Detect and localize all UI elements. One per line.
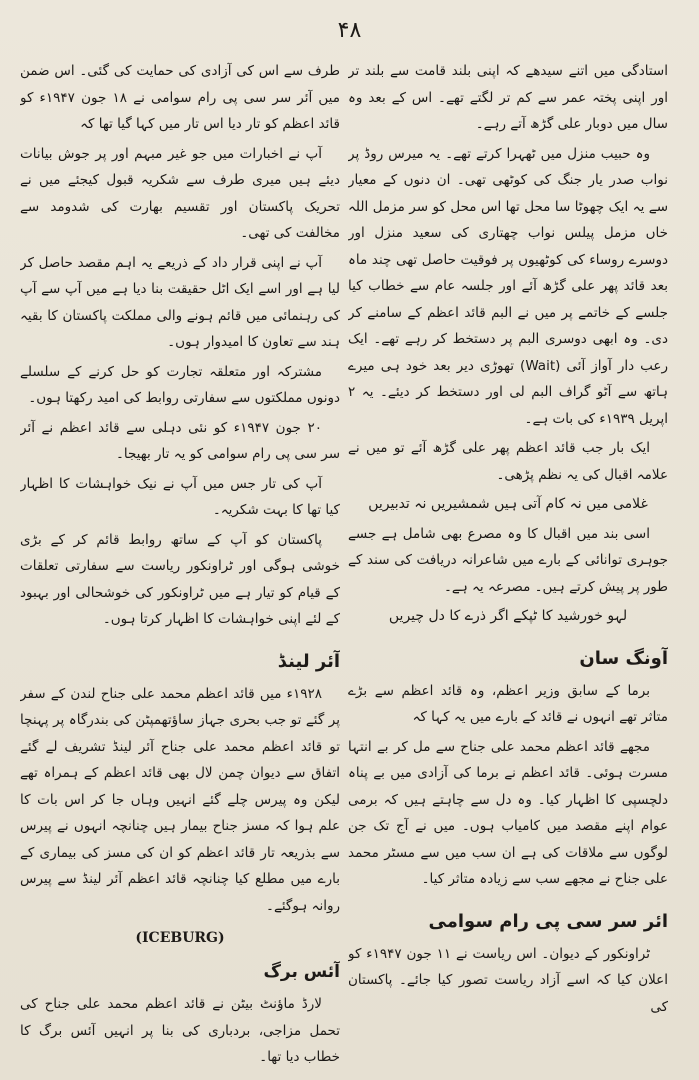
verse-line: لہو خورشید کا ٹپکے اگر ذرے کا دل چیریں [388, 608, 628, 624]
section-heading-cp-ramaswami: ائر سر سی پی رام سوامی [428, 910, 668, 932]
paragraph: اسی بند میں اقبال کا وہ مصرع بھی شامل ہے جسے جوہری توانائی کے بارے میں شاعرانہ دریافت کی سند کے طور پر پیش کرتے ہیں۔ مصرعہ یہ ہے۔ [348, 525, 668, 595]
paragraph: آپ نے اخبارات میں جو غیر مبہم اور پر جوش بیانات دیئے ہیں میری طرف سے شکریہ قبول کیجئے میں نے تحریک پاکستان اور تقسیم بھارت کی شدومد سے مخالفت کی تھی۔ [20, 145, 340, 241]
paragraph: مشترکہ اور متعلقہ تجارت کو حل کرنے کے سلسلے دونوں مملکتوں سے سفارتی روابط کی امید رکھتا ہوں۔ [20, 363, 340, 406]
paragraph: طرف سے اس کی آزادی کی حمایت کی گئی۔ اس ضمن میں آئر سر سی پی رام سوامی نے ۱۸ جون ۱۹۴۷ء کو قائد اعظم کو تار دیا اس تار میں کہا گیا تھا کہ [20, 63, 340, 132]
paragraph: لارڈ ماؤنٹ بیٹن نے قائد اعظم محمد علی جناح کی تحمل مزاجی، بردباری کی بنا پر انہیں آئس برگ کا خطاب دیا تھا۔ [20, 996, 340, 1065]
page-number: ۴۸ [337, 18, 362, 43]
section-heading-iceberg-en: (ICEBURG) [135, 930, 225, 946]
paragraph: استادگی میں اتنے سیدھے کہ اپنی بلند قامت سے بلند تر اور اپنی پختہ عمر سے کم تر لگتے تھے۔ اس کے بعد وہ سال میں دوبار علی گڑھ آتے رہے۔ [348, 63, 668, 132]
paragraph: ۲۰ جون ۱۹۴۷ء کو نئی دہلی سے قائد اعظم نے آئر سر سی پی رام سوامی کو یہ تار بھیجا۔ [20, 419, 340, 462]
paragraph: ایک بار جب قائد اعظم پھر علی گڑھ آئے تو میں نے علامہ اقبال کی یہ نظم پڑھی۔ [348, 440, 668, 483]
paragraph: مجھے قائد اعظم محمد علی جناح سے مل کر بے انتہا مسرت ہوئی۔ قائد اعظم نے برما کی آزادی میں بے پناہ دلچسپی کا اظہار کیا۔ وہ دل سے چاہتے ہیں کہ برمی عوام اپنے مقصد میں کامیاب ہوں۔ میں نے آج تک جن لوگوں سے ملاقات کی ہے ان سب میں سے مسٹر محمد علی جناح نے مجھے سب سے زیادہ متاثر کیا۔ [348, 738, 668, 887]
left-column [20, 58, 340, 1068]
section-heading-iceberg: آئس برگ [263, 962, 340, 982]
section-heading-ireland: آئر لینڈ [277, 650, 340, 672]
paragraph: برما کے سابق وزیر اعظم، وہ قائد اعظم سے بڑے متاثر تھے انہوں نے قائد کے بارے میں یہ کہا کہ [348, 682, 668, 725]
verse-line: غلامی میں نہ کام آتی ہیں شمشیریں نہ تدبیریں [368, 496, 648, 512]
paragraph: آپ کی تار جس میں آپ نے نیک خواہشات کا اظہار کیا تھا کا بہت شکریہ۔ [20, 475, 340, 518]
paragraph: ٹراونکور کے دیوان۔ اس ریاست نے ۱۱ جون ۱۹۴۷ء کو اعلان کیا کہ اسے آزاد ریاست تصور کیا جائے۔ پاکستان کی [348, 945, 668, 1015]
paragraph: پاکستان کو آپ کے ساتھ روابط قائم کر کے بڑی خوشی ہوگی اور ٹراونکور ریاست سے سفارتی تعلقات کے قیام کو تیار ہے میں ٹراونکور کی خوشحالی اور بہبود کے لئے اپنی خواہشات کا اظہار کرتا ہوں۔ [20, 531, 340, 627]
right-column [348, 58, 668, 1068]
section-heading-aung-san: آونگ سان [579, 647, 668, 669]
paragraph: آپ نے اپنی قرار داد کے ذریعے یہ اہم مقصد حاصل کر لیا ہے اور اسے ایک اٹل حقیقت بنا دیا ہے میں آپ سے آپ کی رہنمائی میں قائم ہونے والی مملکت پاکستان کا بقیہ ہند سے تعاون کا امیدوار ہوں۔ [20, 254, 340, 350]
paragraph: وہ حبیب منزل میں ٹھہرا کرتے تھے۔ یہ میرس روڈ پر نواب صدر یار جنگ کی کوٹھی تھی۔ ان دنوں کے معیار سے یہ ایک چھوٹا سا محل تھا اس محل کو سر مزمل اللہ خاں مزمل پیلس نواب چھتاری کی سعید منزل اور دوسرے روساء کی کوٹھیوں پر فوقیت حاصل تھی چند ماہ بعد قائد پھر علی گڑھ آئے اور جلسہ عام سے خطاب کیا جلسے کے خاتمے پر میں نے البم قائد اعظم کے سامنے کر دی۔ وہ ابھی دوسری البم پر دستخط کر رہے تھے۔ ایک رعب دار آواز آئی (Wait) تھوڑی دیر بعد خود ہی میرے ہاتھ سے آٹو گراف البم لی اور دستخط کر دیئے۔ یہ ۲ اپریل ۱۹۳۹ء کی بات ہے۔ [348, 145, 668, 427]
paragraph: ۱۹۲۸ء میں قائد اعظم محمد علی جناح لندن کے سفر پر گئے تو جب بحری جہاز ساؤتھمپٹن کی بندرگاہ پر پہنچا تو قائد اعظم محمد علی جناح آئر لینڈ تشریف لے گئے اتفاق سے دیوان چمن لال بھی قائد اعظم کے ہمراہ تھے لیکن وہ پیرس چلے گئے انہیں وہاں جا کر اس بات کا علم ہوا کہ مسز جناح بیمار ہیں چنانچہ انہوں نے پیرس سے بذریعہ تار قائد اعظم کو ان کی مسز کی بیماری کے بارے میں مطلع کیا چنانچہ قائد اعظم آئر لینڈ سے پیرس روانہ ہوگئے۔ [20, 685, 340, 914]
